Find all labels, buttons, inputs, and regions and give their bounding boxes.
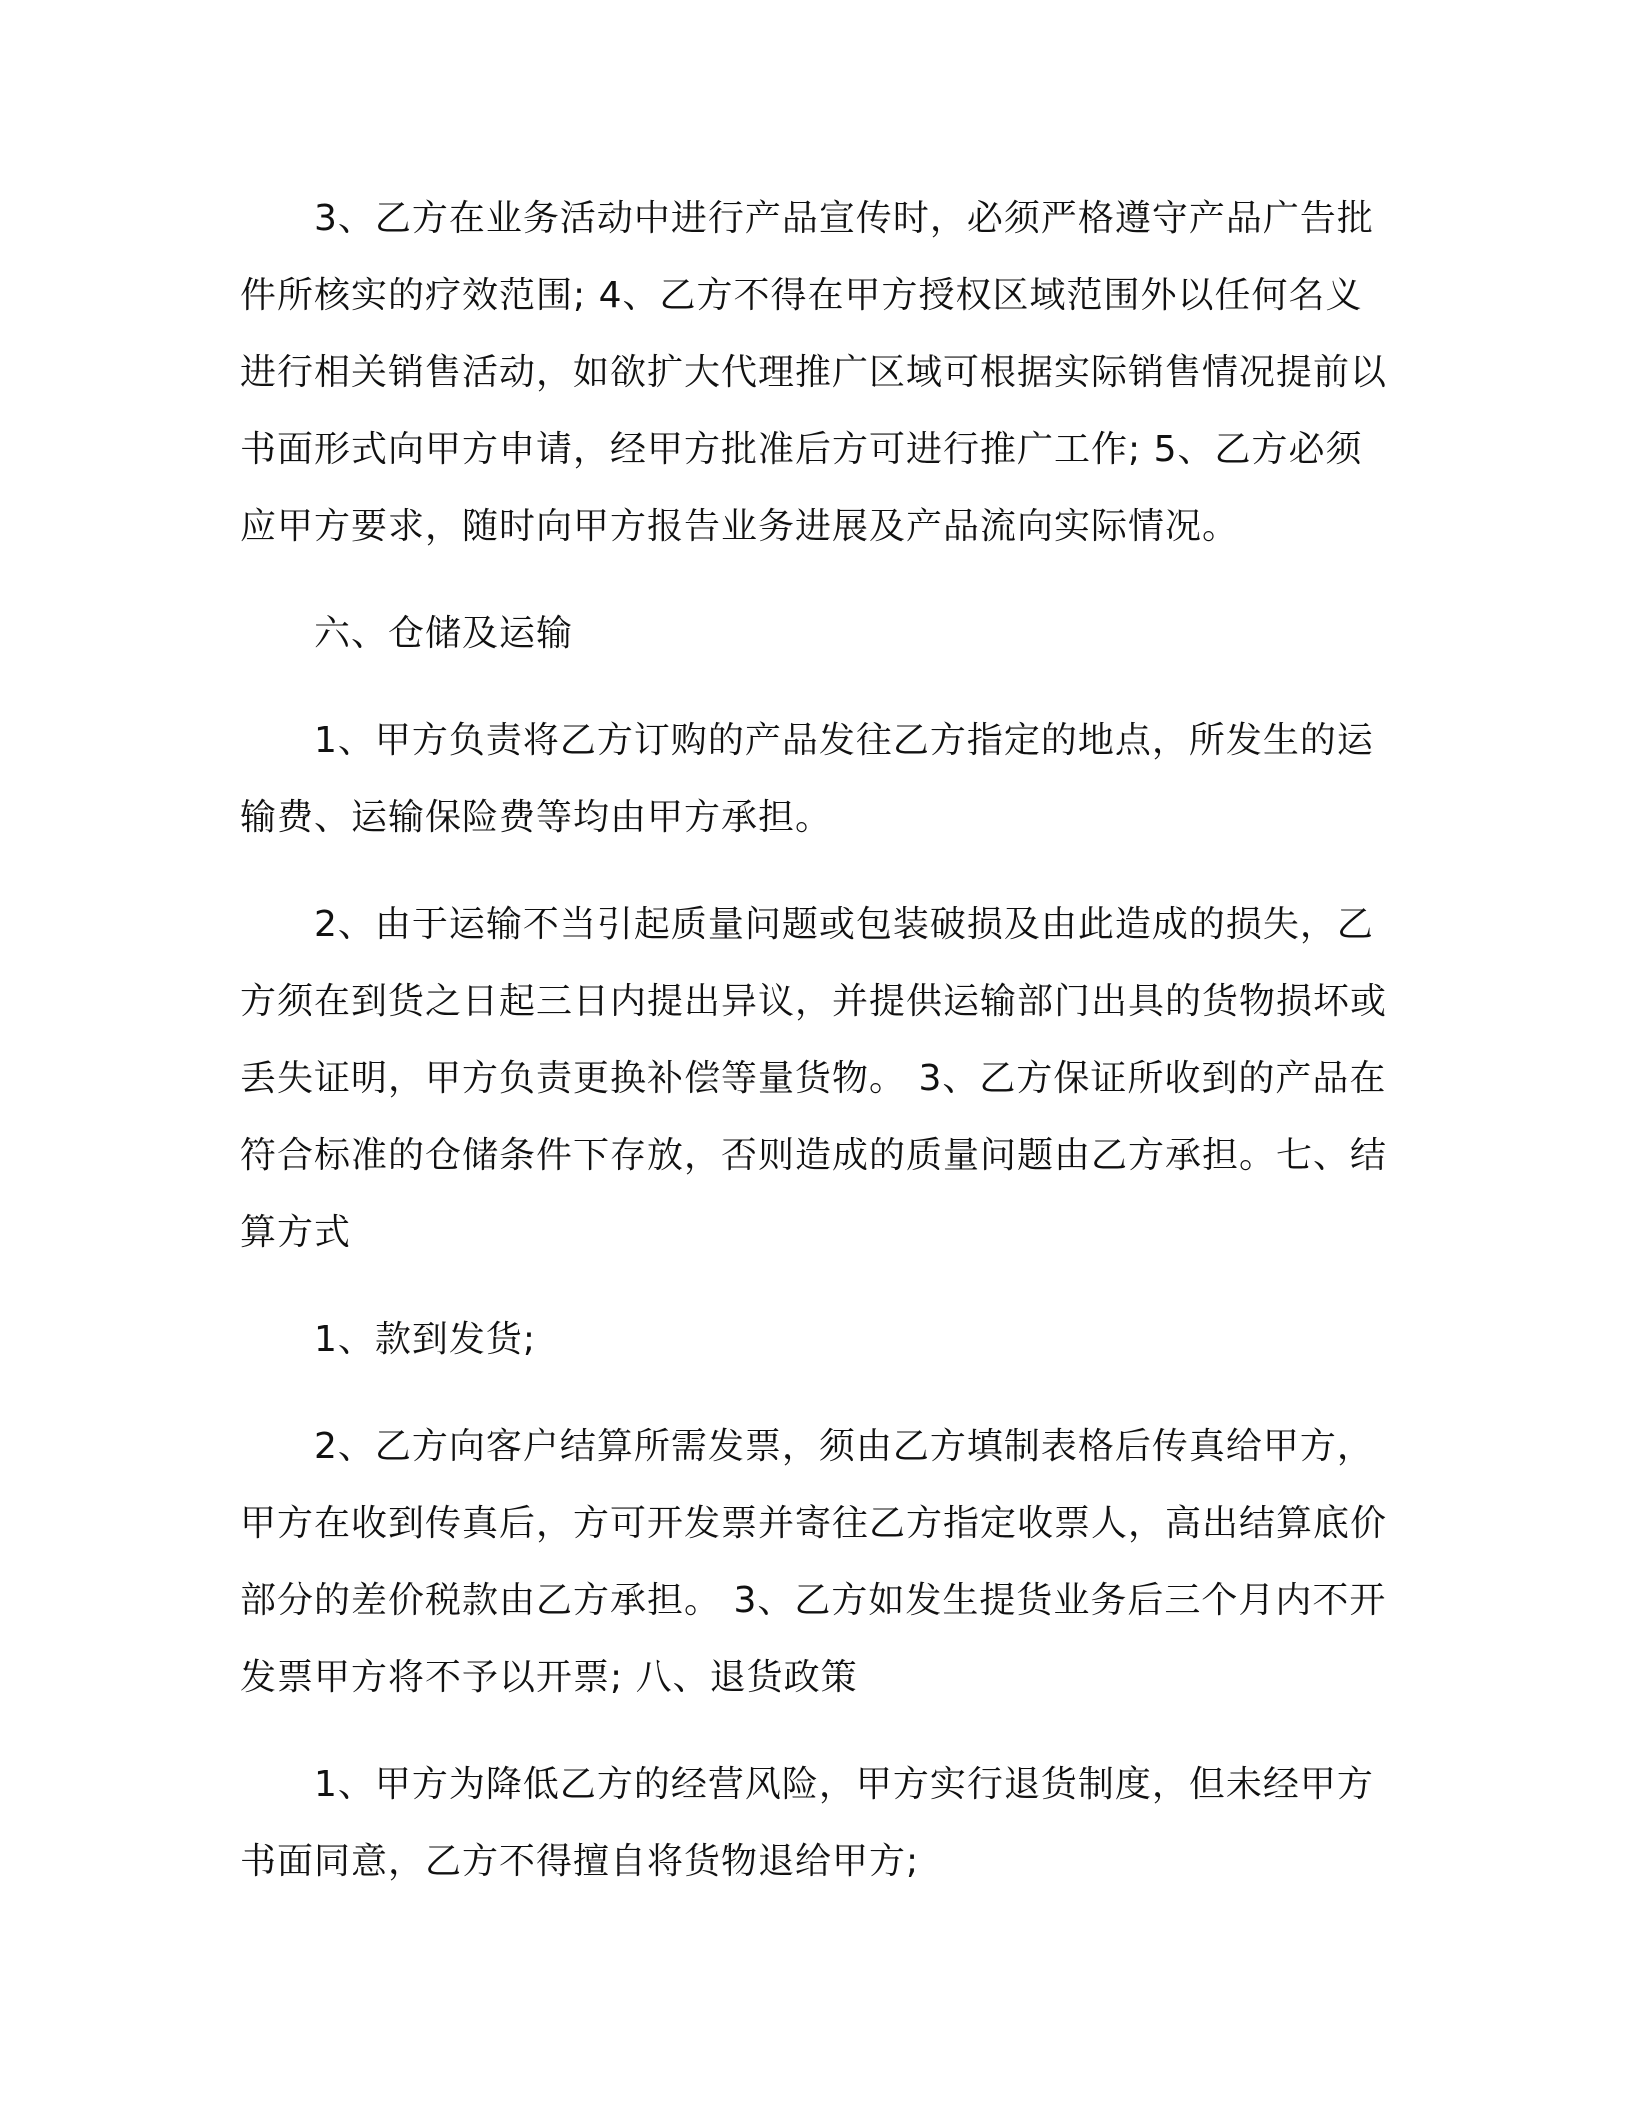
section-heading-storage: 六、仓储及运输 [240, 613, 574, 654]
document-body [240, 180, 1390, 1900]
paragraph-return-policy: 1、甲方为降低乙方的经营风险，甲方实行退货制度，但未经甲方书面同意，乙方不得擅自将货物退给甲方; [240, 1764, 1374, 1882]
paragraph-payment-first: 1、款到发货; [240, 1319, 537, 1360]
paragraph-promotion-rules: 3、乙方在业务活动中进行产品宣传时，必须严格遵守产品广告批件所核实的疗效范围; 4、乙方不得在甲方授权区域范围外以任何名义进行相关销售活动，如欲扩大代理推广区域可根据实际销售情况提前以书面形式向甲方申请，经甲方批准后方可进行推广工作; 5、乙方必须应甲方要求，随时向甲方报告业务进展及产品流向实际情况。 [240, 198, 1388, 547]
paragraph-shipping-cost: 1、甲方负责将乙方订购的产品发往乙方指定的地点，所发生的运输费、运输保险费等均由甲方承担。 [240, 720, 1374, 838]
paragraph-transport-damage: 2、由于运输不当引起质量问题或包装破损及由此造成的损失，乙方须在到货之日起三日内提出异议，并提供运输部门出具的货物损坏或丢失证明，甲方负责更换补偿等量货物。 3、乙方保证所收到的产品在符合标准的仓储条件下存放，否则造成的质量问题由乙方承担。七、结算方式 [240, 904, 1388, 1253]
paragraph-invoice-rules: 2、乙方向客户结算所需发票，须由乙方填制表格后传真给甲方，甲方在收到传真后，方可开发票并寄往乙方指定收票人，高出结算底价部分的差价税款由乙方承担。 3、乙方如发生提货业务后三个月内不开发票甲方将不予以开票; 八、退货政策 [240, 1426, 1388, 1698]
